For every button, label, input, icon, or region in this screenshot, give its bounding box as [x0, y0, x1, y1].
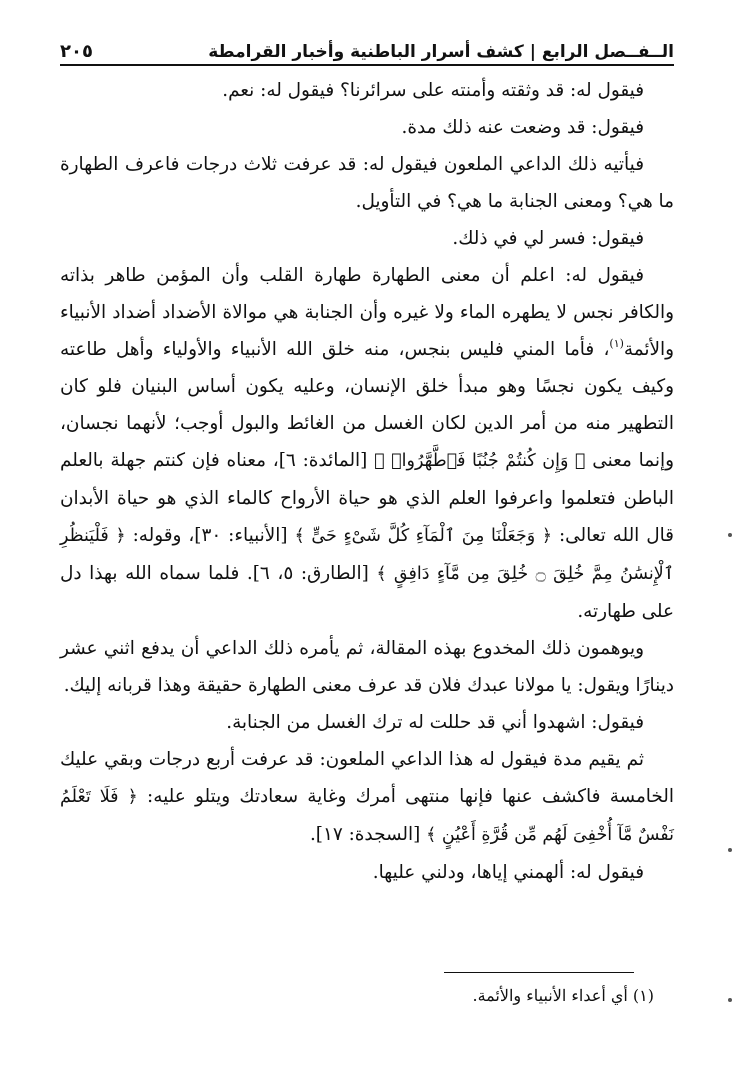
paragraph-5	[60, 257, 674, 630]
paragraph-7: فيقول: اشهدوا أني قد حللت له ترك الغسل من الجنابة.	[226, 712, 644, 733]
quran-verse-3: ﴿ فَلْيَنظُرِ ٱلْإِنسَٰنُ مِمَّ خُلِقَ ۝ خُلِقَ مِن مَّآءٍ دَافِقٍ ﴾	[60, 526, 674, 584]
quran-verse-2: ﴿ وَجَعَلْنَا مِنَ ٱلْمَآءِ كُلَّ شَىْءٍ حَىٍّ ﴾	[294, 526, 553, 546]
paragraph-6: ويوهمون ذلك المخدوع بهذه المقالة، ثم يأمره ذلك الداعي أن يدفع اثني عشر دينارًا ويقول: يا مولانا عبدك فلان قد عرف معنى الطهارة حقيقة وهذا قربانه إليك.	[60, 638, 674, 696]
paragraph-5-text-e: . فلما سماه الله بهذا دل على طهارته.	[60, 563, 674, 622]
verse-reference-1: [المائدة: ٦]	[278, 450, 368, 471]
paragraph-5-text-d: ، وقوله:	[132, 525, 195, 546]
verse-reference-3: [الطارق: ٥، ٦]	[252, 563, 369, 584]
footnote-marker: (١)	[609, 337, 624, 350]
paragraph-8-text-b: .	[309, 824, 316, 845]
paragraph-5-text-c: ، معناه فإن كنتم جهلة بالعلم الباطن فتعلموا واعرفوا العلم الذي هو حياة الأرواح كالماء الذي هو حياة الأبدان قال الله تعالى:	[60, 450, 674, 546]
paragraph-9: فيقول له: ألهمني إياها، ودلني عليها.	[372, 862, 644, 883]
paragraph-1: فيقول له: قد وثقته وأمنته على سرائرنا؟ فيقول له: نعم.	[222, 80, 644, 101]
footnote-number: (١)	[632, 986, 654, 1005]
quran-verse-1: ﴿ وَإِن كُنتُمْ جُنُبًا فَٱطَّهَّرُوا۟ ﴾	[374, 451, 586, 471]
verse-reference-4: [السجدة: ١٧]	[315, 824, 421, 845]
paragraph-4: فيقول: فسر لي في ذلك.	[452, 228, 644, 249]
paragraph-8	[60, 741, 674, 854]
paragraph-3: فيأتيه ذلك الداعي الملعون فيقول له: قد عرفت ثلاث درجات فاعرف الطهارة ما هي؟ ومعنى الجنابة ما هي؟ في التأويل.	[60, 154, 674, 212]
margin-mark	[728, 998, 732, 1002]
paragraph-5-text-b: ، فأما المني فليس بنجس، منه خلق الله الأنبياء والأولياء وأهل طاعته وكيف يكون نجسًا وهو مبدأ خلق الإنسان، وعليه يكون أساس البنيان فلو كان التطهير منه من أمر الدين لكان الغسل من الغائط والبول أوجب؛ لأنهما نجسان، وإنما معنى	[60, 339, 674, 471]
margin-mark	[728, 533, 732, 537]
header-rule	[60, 64, 674, 66]
verse-reference-2: [الأنبياء: ٣٠]	[194, 525, 288, 546]
footnote-rule	[444, 972, 634, 973]
footnote-text: أي أعداء الأنبياء والأئمة.	[472, 986, 628, 1005]
quran-verse-4: ﴿ فَلَا تَعْلَمُ نَفْسٌ مَّآ أُخْفِىَ لَهُم مِّن قُرَّةِ أَعْيُنٍ ﴾	[60, 787, 674, 845]
paragraph-5-text-a: فيقول له: اعلم أن معنى الطهارة طهارة القلب وأن المؤمن طاهر بذاته والكافر نجس لا يطهره الماء ولا غيره وأن الجنابة هي موالاة الأضداد أضداد الأنبياء والأئمة	[60, 265, 674, 360]
page-header	[60, 32, 674, 62]
page-number: ٢٠٥	[60, 41, 93, 62]
paragraph-2: فيقول: قد وضعت عنه ذلك مدة.	[401, 117, 644, 138]
paragraph-8-text-a: ثم يقيم مدة فيقول له هذا الداعي الملعون: قد عرفت أربع درجات وبقي عليك الخامسة فاكشف عنها فإنها منتهى أمرك وغاية سعادتك ويتلو عليه:	[60, 749, 674, 807]
main-text	[60, 72, 674, 891]
footnote	[60, 983, 674, 1009]
running-title: الــفــصل الرابع | كشف أسرار الباطنية وأخبار القرامطة	[208, 42, 674, 62]
margin-mark	[728, 848, 732, 852]
